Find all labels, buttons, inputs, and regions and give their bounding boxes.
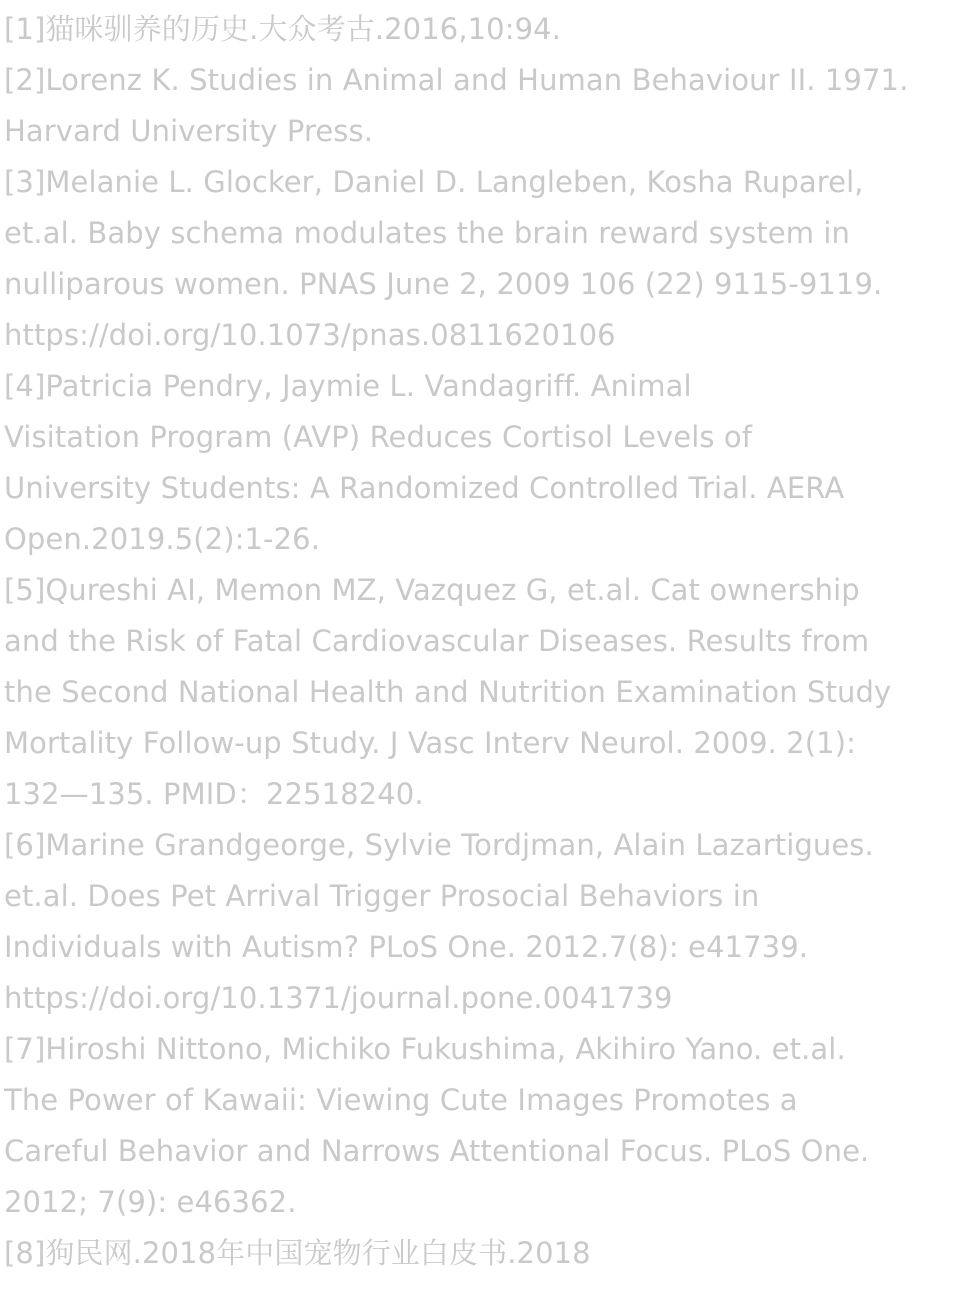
reference-list xyxy=(4,4,956,1279)
reference-line: [4]Patricia Pendry, Jaymie L. Vandagriff. Animal xyxy=(4,369,692,403)
reference-line: [3]Melanie L. Glocker, Daniel D. Langleben, Kosha Ruparel, xyxy=(4,165,864,199)
reference-entry xyxy=(4,157,956,361)
reference-line: [8]狗民网.2018年中国宠物行业白皮书.2018 xyxy=(4,1236,591,1270)
reference-doi-link[interactable]: https://doi.org/10.1073/pnas.0811620106 xyxy=(4,318,616,352)
reference-line: 132—135. PMID：22518240. xyxy=(4,777,424,811)
reference-entry xyxy=(4,565,956,820)
reference-line: [5]Qureshi AI, Memon MZ, Vazquez G, et.al. Cat ownership xyxy=(4,573,860,607)
reference-entry xyxy=(4,820,956,1024)
reference-line: Open.2019.5(2):1-26. xyxy=(4,522,321,556)
reference-line: [2]Lorenz K. Studies in Animal and Human Behaviour II. 1971. xyxy=(4,63,909,97)
reference-line: et.al. Baby schema modulates the brain reward system in xyxy=(4,216,851,250)
reference-line: Harvard University Press. xyxy=(4,114,374,148)
reference-entry xyxy=(4,4,956,55)
reference-line: University Students: A Randomized Controlled Trial. AERA xyxy=(4,471,845,505)
reference-line: Careful Behavior and Narrows Attentional Focus. PLoS One. xyxy=(4,1134,870,1168)
reference-entry xyxy=(4,361,956,565)
reference-doi-link[interactable]: https://doi.org/10.1371/journal.pone.0041739 xyxy=(4,981,673,1015)
reference-line: Visitation Program (AVP) Reduces Cortisol Levels of xyxy=(4,420,753,454)
reference-entry xyxy=(4,1024,956,1228)
reference-line: et.al. Does Pet Arrival Trigger Prosocial Behaviors in xyxy=(4,879,760,913)
reference-line: the Second National Health and Nutrition Examination Study xyxy=(4,675,892,709)
reference-line: nulliparous women. PNAS June 2, 2009 106 (22) 9115-9119. xyxy=(4,267,883,301)
reference-line: [1]猫咪驯养的历史.大众考古.2016,10:94. xyxy=(4,12,562,46)
reference-line: 2012; 7(9): e46362. xyxy=(4,1185,297,1219)
reference-entry xyxy=(4,55,956,157)
reference-entry xyxy=(4,1228,956,1279)
reference-line: Mortality Follow-up Study. J Vasc Interv Neurol. 2009. 2(1): xyxy=(4,726,856,760)
reference-line: The Power of Kawaii: Viewing Cute Images Promotes a xyxy=(4,1083,798,1117)
reference-line: and the Risk of Fatal Cardiovascular Diseases. Results from xyxy=(4,624,870,658)
reference-line: [6]Marine Grandgeorge, Sylvie Tordjman, Alain Lazartigues. xyxy=(4,828,874,862)
reference-line: [7]Hiroshi Nittono, Michiko Fukushima, Akihiro Yano. et.al. xyxy=(4,1032,846,1066)
reference-line: Individuals with Autism? PLoS One. 2012.7(8): e41739. xyxy=(4,930,809,964)
